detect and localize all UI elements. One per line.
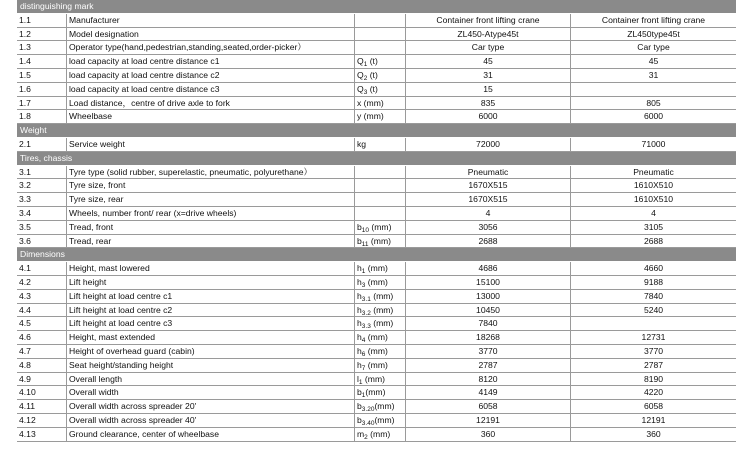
- table-row: [17, 276, 736, 290]
- symbol-subscript: 3.20: [361, 406, 375, 413]
- row-number: 4.11: [17, 400, 67, 413]
- value-model-a: Container front lifting crane: [406, 14, 571, 27]
- row-symbol: [355, 428, 406, 441]
- row-description: Operator type(hand,pedestrian,standing,seated,order-picker）: [67, 41, 355, 54]
- symbol-subscript: 3: [363, 88, 368, 96]
- value-model-a: 7840: [406, 317, 571, 330]
- symbol-unit: (mm): [370, 290, 394, 301]
- table-row: [17, 41, 736, 55]
- row-number: 4.3: [17, 290, 67, 303]
- value-model-a: 15100: [406, 276, 571, 289]
- row-number: 1.3: [17, 41, 67, 54]
- value-model-a: 2688: [406, 235, 571, 248]
- value-model-a: 13000: [406, 290, 571, 303]
- symbol-base: Q: [357, 83, 364, 94]
- value-model-a: 4149: [406, 386, 571, 399]
- row-number: 4.7: [17, 345, 67, 358]
- symbol-base: kg: [357, 138, 367, 149]
- symbol-subscript: 1: [363, 61, 368, 68]
- row-description: Wheels, number front/ rear (x=drive wheels): [67, 207, 355, 220]
- value-model-b: Container front lifting crane: [601, 14, 706, 25]
- row-description: Ground clearance, center of wheelbase: [67, 428, 355, 441]
- row-number: 1.5: [17, 69, 67, 82]
- symbol-subscript: 10: [361, 226, 370, 234]
- row-number: 3.4: [17, 207, 67, 220]
- row-symbol: [355, 331, 406, 344]
- value-model-b: 2787: [643, 359, 664, 370]
- table-row: [17, 317, 736, 331]
- row-number: 4.1: [17, 262, 67, 275]
- symbol-base: h: [357, 263, 362, 274]
- row-description: Lift height at load centre c1: [67, 290, 355, 303]
- value-model-b: 4: [651, 207, 656, 218]
- row-number: 4.4: [17, 304, 67, 317]
- value-model-a: Car type: [406, 41, 571, 54]
- row-number: 1.4: [17, 55, 67, 68]
- row-symbol: [355, 179, 406, 192]
- row-symbol: [355, 14, 406, 27]
- value-model-b: 6058: [643, 401, 664, 412]
- row-description: Tyre size, front: [67, 179, 355, 192]
- symbol-unit: (mm): [365, 345, 388, 356]
- table-row: [17, 359, 736, 373]
- symbol-subscript: 1: [361, 392, 366, 400]
- row-symbol: [355, 110, 406, 123]
- row-symbol: [355, 207, 406, 220]
- value-model-a: 3056: [406, 221, 571, 234]
- row-description: Height, mast lowered: [67, 262, 355, 275]
- table-row: [17, 28, 736, 42]
- row-description: Lift height: [67, 276, 355, 289]
- symbol-base: h: [357, 359, 362, 370]
- row-description: load capacity at load centre distance c2: [67, 69, 355, 82]
- row-description: Overall length: [67, 373, 355, 386]
- symbol-base: l: [357, 373, 359, 384]
- row-symbol: [355, 69, 406, 82]
- symbol-base: b: [357, 401, 362, 412]
- row-description: Tyre size, rear: [67, 193, 355, 206]
- table-row: [17, 83, 736, 97]
- section-title: Dimensions: [20, 249, 65, 260]
- value-model-a: 2787: [406, 359, 571, 372]
- value-model-a: 835: [406, 97, 571, 110]
- value-model-b: 7840: [643, 290, 664, 301]
- row-symbol: [355, 28, 406, 41]
- section-header: [17, 248, 736, 262]
- row-number: 1.8: [17, 110, 67, 123]
- row-description: Tread, rear: [67, 235, 355, 248]
- value-model-b: 4220: [643, 387, 664, 398]
- value-model-a: 8120: [406, 373, 571, 386]
- row-symbol: [355, 221, 406, 234]
- symbol-subscript: 11: [361, 240, 369, 248]
- symbol-subscript: 7: [361, 364, 366, 372]
- value-model-b: [571, 317, 736, 330]
- value-model-a: 15: [406, 83, 571, 96]
- value-model-b: 8190: [643, 373, 664, 384]
- value-model-b: 4660: [643, 263, 664, 274]
- value-model-a: 45: [406, 55, 571, 68]
- section-header: [17, 124, 736, 138]
- table-row: [17, 138, 736, 152]
- symbol-subscript: 3.40: [361, 419, 375, 427]
- table-row: [17, 221, 736, 235]
- row-description: Service weight: [67, 138, 355, 151]
- row-symbol: [355, 193, 406, 206]
- symbol-unit: (mm): [370, 304, 394, 315]
- value-model-b: 9188: [643, 276, 664, 287]
- value-model-a: 18268: [406, 331, 571, 344]
- value-model-b: 3770: [643, 345, 664, 356]
- row-description: Overall width across spreader 20': [67, 400, 355, 413]
- row-description: Seat height/standing height: [67, 359, 355, 372]
- symbol-unit: (mm): [370, 318, 394, 329]
- symbol-unit: (mm): [362, 373, 385, 384]
- row-symbol: [355, 262, 406, 275]
- row-symbol: [355, 345, 406, 358]
- table-row: [17, 193, 736, 207]
- symbol-unit: (mm): [365, 387, 386, 398]
- row-symbol: [355, 166, 406, 179]
- value-model-b: 45: [648, 56, 659, 67]
- value-model-a: 10450: [406, 304, 571, 317]
- value-model-b: 1610X510: [633, 194, 674, 205]
- symbol-base: h: [357, 345, 362, 356]
- row-description: Lift height at load centre c2: [67, 304, 355, 317]
- row-number: 4.2: [17, 276, 67, 289]
- value-model-b: 5240: [643, 304, 664, 315]
- symbol-base: h: [357, 304, 362, 315]
- row-number: 4.13: [17, 428, 67, 441]
- value-model-a: 4686: [406, 262, 571, 275]
- table-row: [17, 235, 736, 249]
- symbol-unit: (mm): [374, 401, 395, 412]
- symbol-base: x (mm): [357, 97, 384, 108]
- row-description: Height, mast extended: [67, 331, 355, 344]
- value-model-a: Pneumatic: [406, 166, 571, 179]
- symbol-base: b: [357, 221, 362, 232]
- spec-table: [17, 0, 736, 442]
- symbol-base: h: [357, 332, 362, 343]
- row-number: 4.8: [17, 359, 67, 372]
- row-description: Wheelbase: [67, 110, 355, 123]
- value-model-a: 31: [406, 69, 571, 82]
- value-model-a: 6058: [406, 400, 571, 413]
- table-row: [17, 110, 736, 124]
- row-number: 2.1: [17, 138, 67, 151]
- value-model-a: 1670X515: [406, 179, 571, 192]
- table-row: [17, 331, 736, 345]
- symbol-base: b: [357, 387, 362, 398]
- section-title: distinguishing mark: [20, 1, 94, 11]
- symbol-subscript: 1: [361, 268, 366, 275]
- row-description: Model designation: [67, 28, 355, 41]
- value-model-b: 3105: [643, 221, 664, 232]
- symbol-unit: (mm): [368, 235, 391, 246]
- table-row: [17, 262, 736, 276]
- row-description: Height of overhead guard (cabin): [67, 345, 355, 358]
- row-symbol: [355, 290, 406, 303]
- table-row: [17, 414, 736, 428]
- row-number: 1.1: [17, 14, 67, 27]
- row-symbol: [355, 400, 406, 413]
- row-number: 4.12: [17, 414, 67, 427]
- value-model-a: ZL450-Atype45t: [406, 28, 571, 41]
- table-row: [17, 373, 736, 387]
- row-description: Tyre type (solid rubber, superelastic, pneumatic, polyurethane）: [67, 166, 355, 179]
- row-number: 4.10: [17, 386, 67, 399]
- row-symbol: [355, 41, 406, 54]
- table-row: [17, 69, 736, 83]
- symbol-base: Q: [357, 56, 364, 67]
- symbol-unit: (t): [367, 56, 378, 67]
- table-row: [17, 207, 736, 221]
- value-model-a: 12191: [406, 414, 571, 427]
- symbol-unit: (mm): [367, 428, 391, 439]
- row-symbol: [355, 304, 406, 317]
- symbol-unit: (mm): [365, 332, 388, 343]
- row-number: 3.2: [17, 179, 67, 192]
- row-number: 4.6: [17, 331, 67, 344]
- symbol-subscript: 2: [363, 74, 368, 82]
- row-symbol: [355, 414, 406, 427]
- symbol-subscript: 3.3: [361, 323, 371, 331]
- symbol-subscript: 4: [361, 337, 366, 344]
- symbol-unit: (mm): [374, 414, 395, 425]
- value-model-b: 12191: [641, 414, 666, 425]
- value-model-a: 3770: [406, 345, 571, 358]
- value-model-b: 31: [648, 69, 659, 80]
- table-row: [17, 304, 736, 318]
- symbol-base: h: [357, 290, 362, 301]
- value-model-b: [571, 83, 736, 96]
- section-title: Tires, chassis: [20, 152, 73, 163]
- value-model-b: 2688: [643, 235, 664, 246]
- symbol-unit: (mm): [369, 221, 392, 232]
- row-number: 4.9: [17, 373, 67, 386]
- table-row: [17, 55, 736, 69]
- table-row: [17, 400, 736, 414]
- table-row: [17, 428, 736, 442]
- value-model-b: Pneumatic: [633, 166, 674, 177]
- symbol-base: h: [357, 318, 362, 329]
- symbol-base: m: [357, 428, 365, 439]
- value-model-b: Car type: [637, 42, 670, 53]
- row-symbol: [355, 97, 406, 110]
- row-symbol: [355, 138, 406, 151]
- symbol-subscript: 6: [361, 350, 366, 358]
- symbol-subscript: 2: [364, 433, 368, 441]
- section-header: [17, 152, 736, 166]
- row-description: Tread, front: [67, 221, 355, 234]
- row-description: load capacity at load centre distance c1: [67, 55, 355, 68]
- symbol-base: Q: [357, 69, 364, 80]
- symbol-base: h: [357, 276, 362, 287]
- table-row: [17, 179, 736, 193]
- value-model-a: 72000: [406, 138, 571, 151]
- value-model-a: 6000: [406, 110, 571, 123]
- row-description: load capacity at load centre distance c3: [67, 83, 355, 96]
- row-number: 1.7: [17, 97, 67, 110]
- value-model-a: 4: [406, 207, 571, 220]
- table-row: [17, 290, 736, 304]
- value-model-b: 71000: [641, 138, 666, 149]
- row-symbol: [355, 276, 406, 289]
- value-model-a: 360: [406, 428, 571, 441]
- row-symbol: [355, 373, 406, 386]
- symbol-unit: (mm): [365, 359, 388, 370]
- row-number: 4.5: [17, 317, 67, 330]
- value-model-b: ZL450type45t: [627, 28, 680, 39]
- row-symbol: [355, 359, 406, 372]
- table-row: [17, 345, 736, 359]
- section-header: [17, 0, 736, 14]
- row-symbol: [355, 83, 406, 96]
- row-description: Overall width: [67, 386, 355, 399]
- symbol-base: b: [357, 414, 362, 425]
- row-description: Lift height at load centre c3: [67, 317, 355, 330]
- row-number: 3.6: [17, 235, 67, 248]
- row-number: 3.3: [17, 193, 67, 206]
- row-number: 3.5: [17, 221, 67, 234]
- table-row: [17, 14, 736, 28]
- value-model-b: 6000: [643, 111, 664, 122]
- value-model-b: 360: [646, 428, 661, 439]
- symbol-unit: (mm): [365, 263, 388, 274]
- row-description: Overall width across spreader 40': [67, 414, 355, 427]
- symbol-unit: (mm): [365, 276, 388, 287]
- symbol-subscript: 1: [358, 378, 363, 386]
- row-number: 1.6: [17, 83, 67, 96]
- value-model-b: 1610X510: [633, 180, 674, 191]
- row-symbol: [355, 386, 406, 399]
- symbol-unit: (t): [367, 83, 378, 94]
- table-row: [17, 166, 736, 180]
- row-number: 3.1: [17, 166, 67, 179]
- symbol-base: b: [357, 235, 362, 246]
- row-symbol: [355, 235, 406, 248]
- value-model-a: 1670X515: [406, 193, 571, 206]
- value-model-b: 12731: [641, 332, 666, 343]
- row-symbol: [355, 317, 406, 330]
- symbol-unit: (t): [367, 69, 378, 80]
- row-description: Load distance，centre of drive axle to fork: [67, 97, 355, 110]
- symbol-subscript: 3: [361, 281, 366, 289]
- symbol-base: y (mm): [357, 111, 384, 122]
- table-row: [17, 386, 736, 400]
- symbol-subscript: 3.2: [361, 309, 371, 317]
- value-model-b: 805: [646, 97, 661, 108]
- section-title: Weight: [20, 125, 47, 136]
- row-description: Manufacturer: [67, 14, 355, 27]
- row-symbol: [355, 55, 406, 68]
- row-number: 1.2: [17, 28, 67, 41]
- table-row: [17, 97, 736, 111]
- symbol-subscript: 3.1: [361, 295, 371, 303]
